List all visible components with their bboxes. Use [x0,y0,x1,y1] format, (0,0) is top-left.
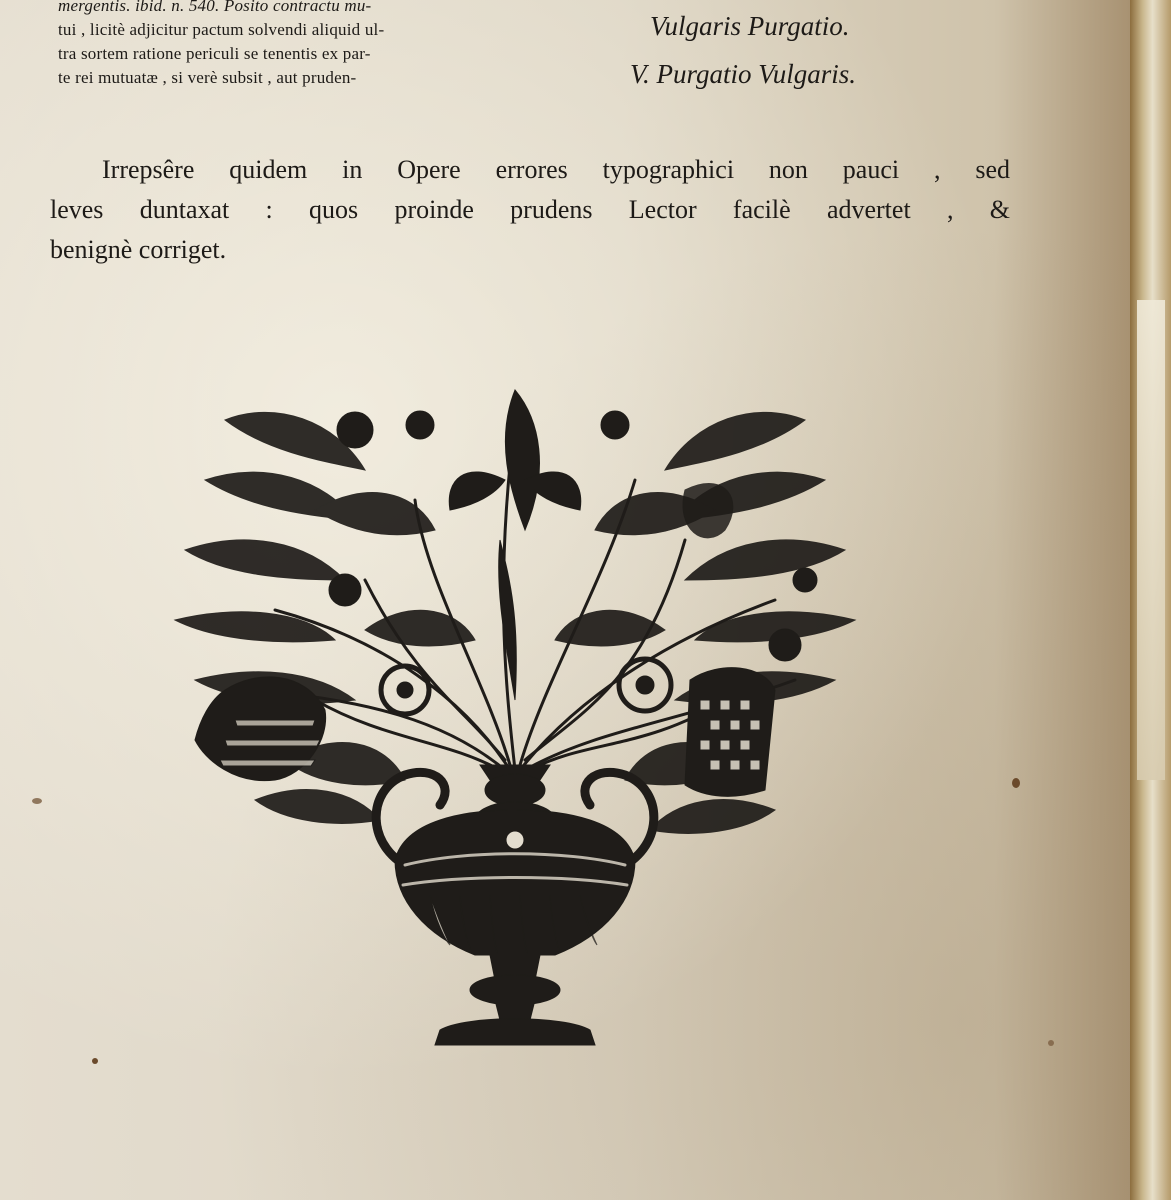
errata-line-2: leves duntaxat : quos proinde prudens Lector facilè advertet , & [50,195,1010,224]
errata-line-1: Irrepsêre quidem in Opere errores typographici non pauci , sed [102,155,1010,184]
left-line-1: mergentis. ibid. n. 540. Posito contractu mu- [58,0,372,15]
left-line-4: te rei mutuatæ , si verè subsit , aut pruden- [58,68,357,87]
errata-paragraph [50,150,1010,270]
right-column-index [630,2,950,98]
book-gutter [1130,0,1171,1200]
index-entry-2: V. Purgatio Vulgaris. [630,59,857,89]
left-line-2: tui , licitè adjicitur pactum solvendi aliquid ul- [58,20,385,39]
paper-strip [1137,300,1165,780]
ink-spot [1012,778,1020,788]
index-entry-1: Vulgaris Purgatio. [650,11,850,41]
errata-line-3: benignè corriget. [50,235,227,264]
ink-spot [92,1058,98,1064]
flower-vase-woodcut-icon [165,380,865,1060]
ink-spot [1048,1040,1054,1046]
left-line-3: tra sortem ratione periculi se tenentis ex par- [58,44,371,63]
ink-spot [32,798,42,804]
left-column-text [58,0,518,90]
